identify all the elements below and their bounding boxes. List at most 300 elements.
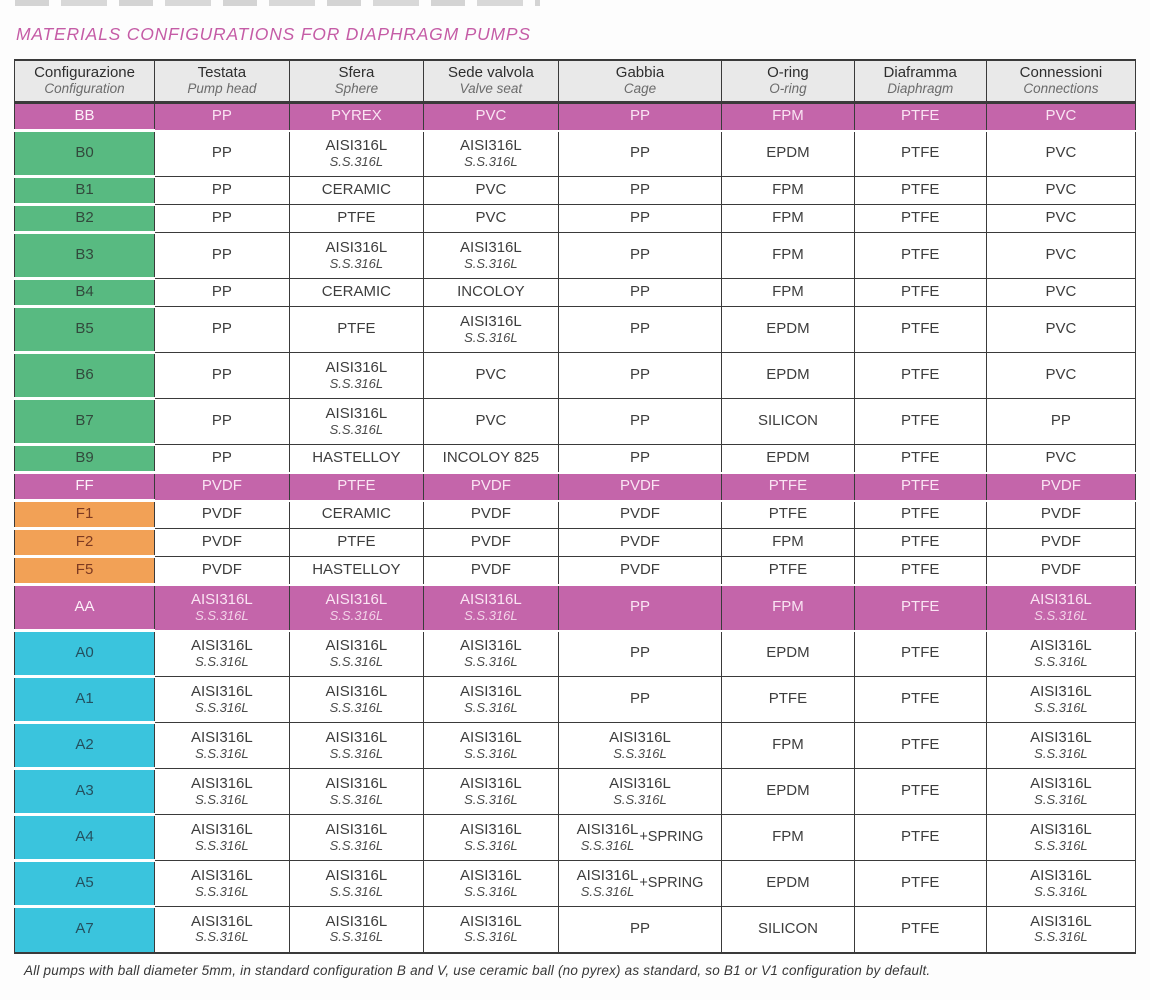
cell-FF-o-ring: PTFE [722,473,854,501]
material-sub: S.S.316L [329,607,384,623]
cell-B3-diaframma: PTFE [854,233,986,279]
cell-A1-connessioni [986,677,1135,723]
cell-B2-gabbia: PP [558,205,722,233]
cell-B5-o-ring: EPDM [722,307,854,353]
material-sub: S.S.316L [329,153,384,169]
cell-B4-o-ring: FPM [722,279,854,307]
material-main: AISI316L [191,912,253,930]
config-cell-A2: A2 [15,723,155,769]
material-sub: S.S.316L [464,699,518,715]
cell-B3-sfera [289,233,424,279]
cell-AA-gabbia: PP [558,585,722,631]
cell-A7-gabbia: PP [558,907,722,953]
column-header-o-ring [722,60,854,103]
cell-F1-o-ring: PTFE [722,501,854,529]
column-header-sede-valvola [424,60,559,103]
material-main: AISI316L [460,238,522,256]
table-row-A7 [15,907,1136,953]
config-cell-BB: BB [15,103,155,131]
cell-B9-connessioni: PVC [986,445,1135,473]
table-row-B4 [15,279,1136,307]
material-sub: S.S.316L [329,929,384,945]
material-sub: S.S.316L [195,653,249,669]
cell-A0-connessioni [986,631,1135,677]
cell-A4-o-ring: FPM [722,815,854,861]
table-row-BB [15,103,1136,131]
cell-A5-sfera [289,861,424,907]
config-cell-F5: F5 [15,557,155,585]
material-sub: S.S.316L [1034,607,1088,623]
cell-A2-sfera [289,723,424,769]
cell-A7-diaframma: PTFE [854,907,986,953]
column-label-en: Connections [1023,80,1099,96]
cell-A7-connessioni [986,907,1135,953]
cell-B9-o-ring: EPDM [722,445,854,473]
cell-B3-testata: PP [155,233,290,279]
cell-B4-gabbia: PP [558,279,722,307]
cell-AA-sede-valvola [424,585,559,631]
cell-B6-diaframma: PTFE [854,353,986,399]
cell-B6-sede-valvola: PVC [424,353,559,399]
material-sub: S.S.316L [329,791,384,807]
config-cell-F2: F2 [15,529,155,557]
cell-AA-diaframma: PTFE [854,585,986,631]
column-label-it: Sfera [338,64,375,82]
cell-AA-o-ring: FPM [722,585,854,631]
cell-A4-testata [155,815,290,861]
cell-B2-connessioni: PVC [986,205,1135,233]
cell-A2-sede-valvola [424,723,559,769]
config-cell-B0: B0 [15,131,155,177]
config-cell-F1: F1 [15,501,155,529]
materials-configuration-table [14,59,1136,954]
column-label-en: O-ring [769,80,807,96]
cell-B3-sede-valvola [424,233,559,279]
cell-A0-sfera [289,631,424,677]
cell-F5-diaframma: PTFE [854,557,986,585]
material-main: AISI316L [576,866,639,884]
cell-AA-sfera [289,585,424,631]
material-main: AISI316L [1030,590,1092,608]
cell-B1-diaframma: PTFE [854,177,986,205]
column-header-config [15,60,155,103]
cell-B5-diaframma: PTFE [854,307,986,353]
cell-A7-sede-valvola [424,907,559,953]
cell-B9-diaframma: PTFE [854,445,986,473]
column-header-sfera [289,60,424,103]
material-sub: S.S.316L [613,791,667,807]
cell-A2-o-ring: FPM [722,723,854,769]
table-row-F2 [15,529,1136,557]
material-sub: S.S.316L [1034,745,1088,761]
column-label-en: Sphere [334,80,379,96]
cell-B1-connessioni: PVC [986,177,1135,205]
material-main: AISI316L [460,774,522,792]
cell-A3-diaframma: PTFE [854,769,986,815]
cell-A4-sfera [289,815,424,861]
cell-B0-o-ring: EPDM [722,131,854,177]
material-sub: S.S.316L [329,837,384,853]
cell-B6-testata: PP [155,353,290,399]
cell-A1-gabbia: PP [558,677,722,723]
material-main: AISI316L [460,912,522,930]
cell-B2-sfera: PTFE [289,205,424,233]
cell-B1-testata: PP [155,177,290,205]
cell-B0-sede-valvola [424,131,559,177]
config-cell-A4: A4 [15,815,155,861]
spring-suffix: +SPRING [639,875,704,892]
cell-AA-testata [155,585,290,631]
material-sub: S.S.316L [464,255,518,271]
material-sub: S.S.316L [195,699,249,715]
cell-F5-sfera: HASTELLOY [289,557,424,585]
material-sub: S.S.316L [464,745,518,761]
material-main: AISI316L [1030,728,1092,746]
column-header-testata [155,60,290,103]
material-main: AISI316L [325,637,388,655]
cell-F1-connessioni: PVDF [986,501,1135,529]
cell-A2-gabbia [558,723,722,769]
cell-F5-sede-valvola: PVDF [424,557,559,585]
material-main: AISI316L [325,590,388,608]
material-sub: S.S.316L [329,745,384,761]
material-main: AISI316L [325,238,388,256]
table-row-A2 [15,723,1136,769]
config-cell-B5: B5 [15,307,155,353]
table-row-A3 [15,769,1136,815]
cell-A3-testata [155,769,290,815]
material-main: AISI316L [460,590,522,608]
column-label-it: Diaframma [883,64,957,82]
material-main: AISI316L [325,820,388,838]
material-main: AISI316L [191,866,253,884]
cell-A5-sede-valvola [424,861,559,907]
cell-F5-o-ring: PTFE [722,557,854,585]
column-label-en: Configuration [44,80,125,96]
material-main: AISI316L [460,637,522,655]
material-main: AISI316L [325,137,388,155]
material-sub: S.S.316L [1034,699,1088,715]
cell-B5-sfera: PTFE [289,307,424,353]
material-main: AISI316L [460,682,522,700]
column-label-it: Testata [197,64,247,82]
cell-A0-diaframma: PTFE [854,631,986,677]
cell-F2-gabbia: PVDF [558,529,722,557]
column-label-it: O-ring [767,64,809,82]
cell-B2-testata: PP [155,205,290,233]
column-label-it: Configurazione [34,64,135,82]
table-row-A4 [15,815,1136,861]
material-sub: S.S.316L [464,837,518,853]
table-row-FF [15,473,1136,501]
table-row-A0 [15,631,1136,677]
cell-B2-diaframma: PTFE [854,205,986,233]
material-main: AISI316L [609,774,671,792]
cell-F5-gabbia: PVDF [558,557,722,585]
material-sub: S.S.316L [195,883,249,899]
table-row-B6 [15,353,1136,399]
cell-A0-o-ring: EPDM [722,631,854,677]
table-row-A1 [15,677,1136,723]
config-cell-AA: AA [15,585,155,631]
table-row-B9 [15,445,1136,473]
cell-B5-gabbia: PP [558,307,722,353]
material-sub: S.S.316L [464,329,518,345]
cell-B4-testata: PP [155,279,290,307]
cell-B4-connessioni: PVC [986,279,1135,307]
table-row-F1 [15,501,1136,529]
material-main: AISI316L [325,912,388,930]
table-row-B3 [15,233,1136,279]
cell-A7-o-ring: SILICON [722,907,854,953]
cell-A5-diaframma: PTFE [854,861,986,907]
cell-B3-connessioni: PVC [986,233,1135,279]
material-main: AISI316L [191,728,253,746]
material-sub: S.S.316L [464,153,518,169]
config-cell-B6: B6 [15,353,155,399]
table-body [15,103,1136,953]
cell-B7-sfera [289,399,424,445]
cropped-title-fragment [15,0,540,6]
material-main: AISI316L [191,637,253,655]
material-sub: S.S.316L [464,607,518,623]
cell-B5-testata: PP [155,307,290,353]
cell-B7-gabbia: PP [558,399,722,445]
material-sub: S.S.316L [195,745,249,761]
column-label-en: Pump head [187,80,257,96]
material-main: AISI316L [325,682,388,700]
cell-B6-gabbia: PP [558,353,722,399]
cell-B0-gabbia: PP [558,131,722,177]
config-cell-B4: B4 [15,279,155,307]
cell-B7-o-ring: SILICON [722,399,854,445]
cell-BB-diaframma: PTFE [854,103,986,131]
cell-A3-connessioni [986,769,1135,815]
table-row-F5 [15,557,1136,585]
material-main: AISI316L [576,820,639,838]
material-sub: S.S.316L [1034,837,1088,853]
cell-F5-connessioni: PVDF [986,557,1135,585]
material-main: AISI316L [191,590,253,608]
cell-F2-o-ring: FPM [722,529,854,557]
cell-B7-testata: PP [155,399,290,445]
material-sub: S.S.316L [329,699,384,715]
cell-A1-sfera [289,677,424,723]
cell-B9-gabbia: PP [558,445,722,473]
cell-F2-sede-valvola: PVDF [424,529,559,557]
material-sub: S.S.316L [329,653,384,669]
material-sub: S.S.316L [195,837,249,853]
material-main: AISI316L [1030,637,1092,655]
cell-A5-gabbia [558,861,722,907]
config-cell-B1: B1 [15,177,155,205]
material-sub: S.S.316L [464,883,518,899]
config-cell-A0: A0 [15,631,155,677]
material-main: AISI316L [191,820,253,838]
cell-A4-connessioni [986,815,1135,861]
table-row-B1 [15,177,1136,205]
cell-B7-connessioni: PP [986,399,1135,445]
column-header-connessioni [986,60,1135,103]
cell-A5-connessioni [986,861,1135,907]
cell-F1-testata: PVDF [155,501,290,529]
config-cell-B7: B7 [15,399,155,445]
config-cell-A5: A5 [15,861,155,907]
cell-FF-sede-valvola: PVDF [424,473,559,501]
material-sub: S.S.316L [613,745,667,761]
cell-B1-sede-valvola: PVC [424,177,559,205]
spring-suffix: +SPRING [639,829,704,846]
footnote: All pumps with ball diameter 5mm, in standard configuration B and V, use ceramic ball (no pyrex) as standard, so B1 or V1 configuration by default. [24,962,931,978]
cell-B5-sede-valvola [424,307,559,353]
cell-F1-sfera: CERAMIC [289,501,424,529]
cell-A5-o-ring: EPDM [722,861,854,907]
table-row-B2 [15,205,1136,233]
cell-BB-connessioni: PVC [986,103,1135,131]
material-sub: S.S.316L [1034,653,1088,669]
config-cell-B2: B2 [15,205,155,233]
material-sub: S.S.316L [1034,929,1088,945]
cell-A1-o-ring: PTFE [722,677,854,723]
cell-B0-sfera [289,131,424,177]
cell-A3-sfera [289,769,424,815]
column-label-en: Cage [623,80,657,96]
cell-A2-connessioni [986,723,1135,769]
cell-FF-connessioni: PVDF [986,473,1135,501]
material-main: AISI316L [325,728,388,746]
config-cell-A1: A1 [15,677,155,723]
material-main: AISI316L [460,866,522,884]
cell-A7-sfera [289,907,424,953]
cell-A0-sede-valvola [424,631,559,677]
cell-B5-connessioni: PVC [986,307,1135,353]
cell-B2-sede-valvola: PVC [424,205,559,233]
cell-A4-diaframma: PTFE [854,815,986,861]
material-sub: S.S.316L [464,791,518,807]
material-sub: S.S.316L [195,607,249,623]
cell-B7-diaframma: PTFE [854,399,986,445]
cell-B1-sfera: CERAMIC [289,177,424,205]
material-main: AISI316L [460,137,522,155]
cell-A5-testata [155,861,290,907]
cell-B9-sfera: HASTELLOY [289,445,424,473]
cell-A3-sede-valvola [424,769,559,815]
cell-A3-gabbia [558,769,722,815]
cell-B0-diaframma: PTFE [854,131,986,177]
config-cell-B3: B3 [15,233,155,279]
material-main: AISI316L [460,312,522,330]
cell-B1-o-ring: FPM [722,177,854,205]
cell-FF-testata: PVDF [155,473,290,501]
column-label-it: Gabbia [615,64,665,82]
cell-B7-sede-valvola: PVC [424,399,559,445]
cell-A1-testata [155,677,290,723]
material-sub: S.S.316L [1034,883,1088,899]
config-cell-A3: A3 [15,769,155,815]
cell-F5-testata: PVDF [155,557,290,585]
material-main: AISI316L [325,358,388,376]
cell-A4-gabbia [558,815,722,861]
cell-BB-testata: PP [155,103,290,131]
table-row-B5 [15,307,1136,353]
column-label-it: Sede valvola [447,64,534,82]
cell-A7-testata [155,907,290,953]
material-sub: S.S.316L [329,883,384,899]
cell-F2-testata: PVDF [155,529,290,557]
material-sub: S.S.316L [195,791,249,807]
material-main: AISI316L [1030,912,1092,930]
material-main: AISI316L [460,728,522,746]
cell-B9-sede-valvola: INCOLOY 825 [424,445,559,473]
cell-BB-sfera: PYREX [289,103,424,131]
cell-FF-sfera: PTFE [289,473,424,501]
cell-B4-sede-valvola: INCOLOY [424,279,559,307]
cell-B0-connessioni: PVC [986,131,1135,177]
table-row-AA [15,585,1136,631]
column-label-en: Valve seat [459,80,523,96]
material-sub: S.S.316L [464,653,518,669]
material-main: AISI316L [460,820,522,838]
cell-BB-o-ring: FPM [722,103,854,131]
material-sub: S.S.316L [580,837,635,853]
material-sub: S.S.316L [329,421,384,437]
cell-B4-diaframma: PTFE [854,279,986,307]
column-header-diaframma [854,60,986,103]
cell-B0-testata: PP [155,131,290,177]
cell-BB-sede-valvola: PVC [424,103,559,131]
cell-FF-diaframma: PTFE [854,473,986,501]
cell-A2-diaframma: PTFE [854,723,986,769]
material-main: AISI316L [1030,774,1092,792]
table-row-A5 [15,861,1136,907]
cell-F1-diaframma: PTFE [854,501,986,529]
config-cell-A7: A7 [15,907,155,953]
cell-AA-connessioni [986,585,1135,631]
material-main: AISI316L [1030,820,1092,838]
cell-FF-gabbia: PVDF [558,473,722,501]
cell-B2-o-ring: FPM [722,205,854,233]
column-label-it: Connessioni [1019,64,1103,82]
config-cell-B9: B9 [15,445,155,473]
material-main: AISI316L [325,404,388,422]
material-main: AISI316L [1030,682,1092,700]
material-sub: S.S.316L [329,255,384,271]
cell-A1-sede-valvola [424,677,559,723]
cell-A2-testata [155,723,290,769]
material-main: AISI316L [609,728,671,746]
page-title: MATERIALS CONFIGURATIONS FOR DIAPHRAGM PUMPS [16,24,531,44]
material-sub: S.S.316L [580,883,635,899]
cell-A3-o-ring: EPDM [722,769,854,815]
cell-F2-sfera: PTFE [289,529,424,557]
cell-B4-sfera: CERAMIC [289,279,424,307]
material-sub: S.S.316L [195,929,249,945]
cell-B3-o-ring: FPM [722,233,854,279]
cell-B6-sfera [289,353,424,399]
cell-A1-diaframma: PTFE [854,677,986,723]
material-main: AISI316L [325,866,388,884]
cell-F2-diaframma: PTFE [854,529,986,557]
material-main: AISI316L [191,682,253,700]
column-header-gabbia [558,60,722,103]
material-main: AISI316L [191,774,253,792]
table-header [15,60,1136,103]
material-main: AISI316L [1030,866,1092,884]
cell-B9-testata: PP [155,445,290,473]
column-label-en: Diaphragm [887,80,954,96]
cell-B1-gabbia: PP [558,177,722,205]
cell-F1-sede-valvola: PVDF [424,501,559,529]
